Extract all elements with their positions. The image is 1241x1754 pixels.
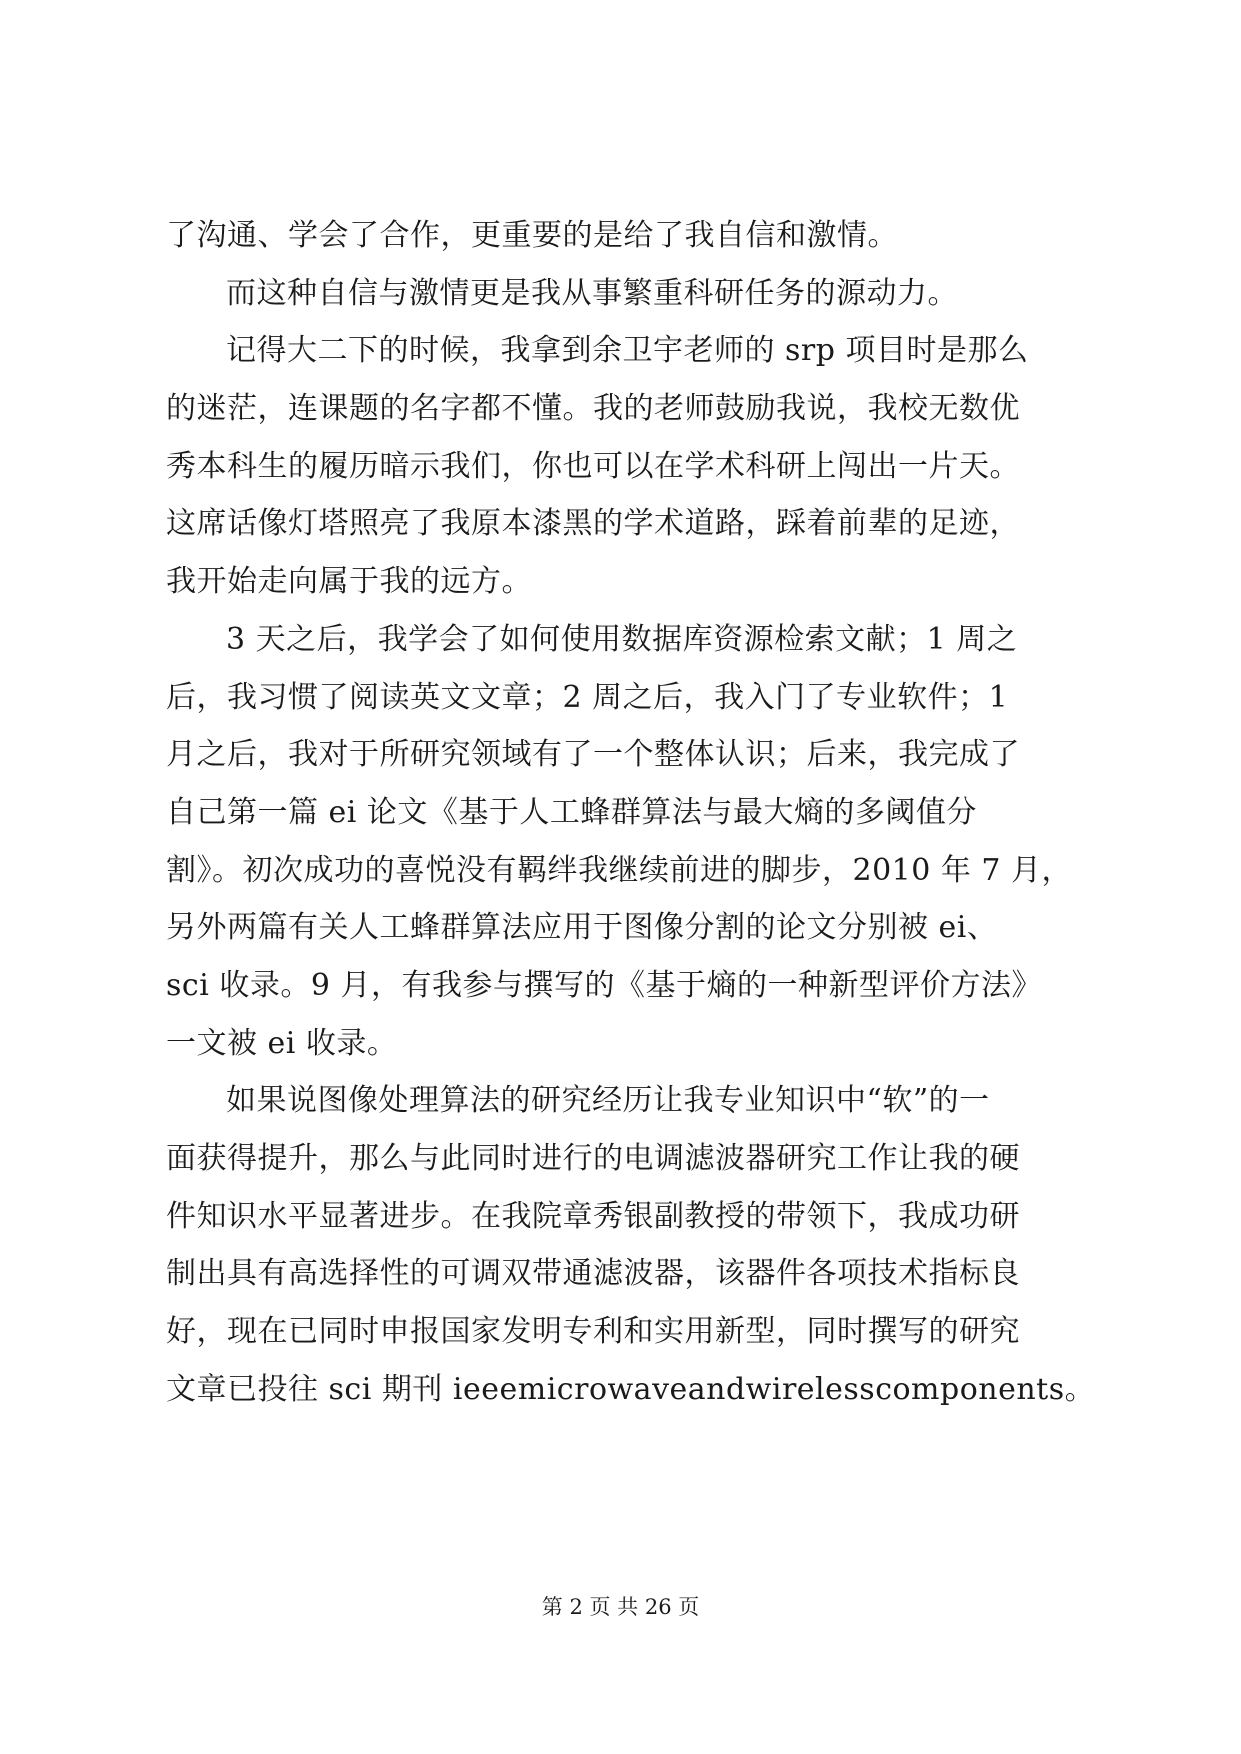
page-number-footer: 第 2 页 共 26 页 — [541, 1595, 700, 1619]
text-line: 件知识水平显著进步。在我院章秀银副教授的带领下，我成功研 — [166, 1198, 1020, 1234]
text-line: 文章已投往 sci 期刊 ieeemicrowaveandwirelesscomponents。 — [166, 1371, 1096, 1407]
text-line: 后，我习惯了阅读英文文章；2 周之后，我入门了专业软件；1 — [166, 679, 1009, 715]
text-line: 一文被 ei 收录。 — [166, 1025, 398, 1061]
text-line: 我开始走向属于我的远方。 — [166, 564, 532, 600]
text-line: 月之后，我对于所研究领域有了一个整体认识；后来，我完成了 — [166, 737, 1020, 773]
text-line: 面获得提升，那么与此同时进行的电调滤波器研究工作让我的硬 — [166, 1141, 1020, 1176]
text-line: 自己第一篇 ei 论文《基于人工蜂群算法与最大熵的多阈值分 — [166, 794, 977, 830]
text-line: 如果说图像处理算法的研究经历让我专业知识中“软”的一 — [226, 1083, 990, 1119]
text-line: 3 天之后，我学会了如何使用数据库资源检索文献；1 周之 — [226, 621, 1018, 657]
text-line: 记得大二下的时候，我拿到余卫宇老师的 srp 项目时是那么 — [226, 333, 1029, 369]
text-line: 好，现在已同时申报国家发明专利和实用新型，同时撰写的研究 — [166, 1314, 1020, 1350]
text-line: 而这种自信与激情更是我从事繁重科研任务的源动力。 — [226, 275, 958, 311]
text-line: 了沟通、学会了合作，更重要的是给了我自信和激情。 — [166, 218, 898, 253]
text-line: sci 收录。9 月，有我参与撰写的《基于熵的一种新型评价方法》 — [166, 967, 1042, 1003]
text-line: 制出具有高选择性的可调双带通滤波器，该器件各项技术指标良 — [166, 1256, 1020, 1292]
text-line: 另外两篇有关人工蜂群算法应用于图像分割的论文分别被 ei、 — [166, 910, 998, 946]
text-line: 秀本科生的履历暗示我们，你也可以在学术科研上闯出一片天。 — [166, 448, 1020, 484]
text-line: 割》。初次成功的喜悦没有羁绊我继续前进的脚步，2010 年 7 月， — [166, 852, 1073, 888]
body-text — [166, 207, 1096, 1418]
text-line: 这席话像灯塔照亮了我原本漆黑的学术道路，踩着前辈的足迹， — [166, 506, 1020, 542]
text-line: 的迷茫，连课题的名字都不懂。我的老师鼓励我说，我校无数优 — [166, 391, 1020, 427]
